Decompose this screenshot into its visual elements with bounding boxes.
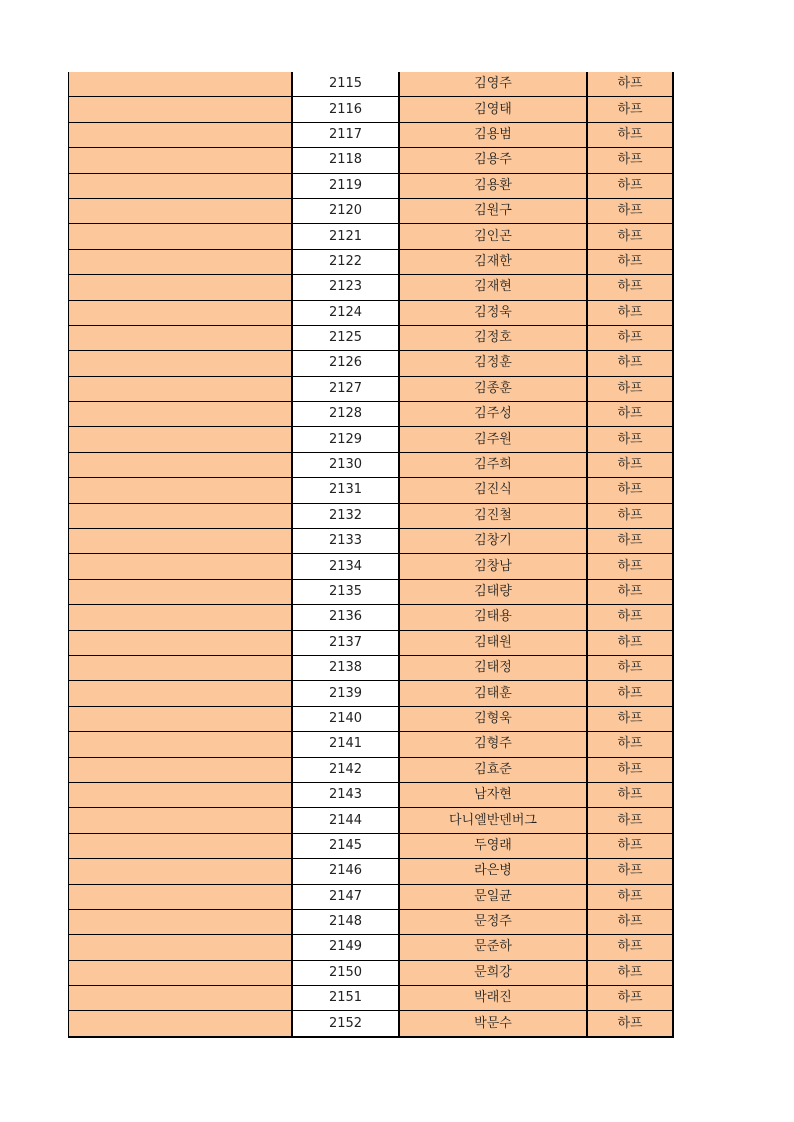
- runner-name-cell: 김재한: [399, 249, 587, 274]
- race-type-cell: 하프: [587, 97, 673, 122]
- race-type-cell: 하프: [587, 351, 673, 376]
- race-type-cell: 하프: [587, 960, 673, 985]
- table-row: [69, 960, 674, 985]
- group-cell: [69, 478, 293, 503]
- group-cell: [69, 249, 293, 274]
- group-cell: [69, 732, 293, 757]
- bib-number-cell: 2116: [292, 97, 399, 122]
- table-row: [69, 427, 674, 452]
- bib-number-cell: 2123: [292, 275, 399, 300]
- runner-name-cell: 김창기: [399, 529, 587, 554]
- bib-number-cell: 2132: [292, 503, 399, 528]
- table-row: [69, 605, 674, 630]
- race-type-cell: 하프: [587, 909, 673, 934]
- race-type-cell: 하프: [587, 198, 673, 223]
- table-row: [69, 884, 674, 909]
- group-cell: [69, 198, 293, 223]
- group-cell: [69, 909, 293, 934]
- group-cell: [69, 986, 293, 1011]
- group-cell: [69, 224, 293, 249]
- race-type-cell: 하프: [587, 427, 673, 452]
- table-row: [69, 300, 674, 325]
- group-cell: [69, 960, 293, 985]
- table-row: [69, 402, 674, 427]
- runner-name-cell: 김태원: [399, 630, 587, 655]
- table-row: [69, 732, 674, 757]
- race-type-cell: 하프: [587, 884, 673, 909]
- group-cell: [69, 884, 293, 909]
- race-type-cell: 하프: [587, 986, 673, 1011]
- table-row: [69, 198, 674, 223]
- bib-number-cell: 2118: [292, 148, 399, 173]
- bib-number-cell: 2136: [292, 605, 399, 630]
- runner-name-cell: 문일균: [399, 884, 587, 909]
- group-cell: [69, 503, 293, 528]
- race-type-cell: 하프: [587, 478, 673, 503]
- bib-number-cell: 2138: [292, 655, 399, 680]
- group-cell: [69, 351, 293, 376]
- runner-name-cell: 다니엘반덴버그: [399, 808, 587, 833]
- group-cell: [69, 935, 293, 960]
- bib-number-cell: 2135: [292, 579, 399, 604]
- table-row: [69, 986, 674, 1011]
- race-type-cell: 하프: [587, 275, 673, 300]
- race-type-cell: 하프: [587, 325, 673, 350]
- table-row: [69, 935, 674, 960]
- runner-name-cell: 김형욱: [399, 706, 587, 731]
- race-type-cell: 하프: [587, 402, 673, 427]
- race-type-cell: 하프: [587, 757, 673, 782]
- race-type-cell: 하프: [587, 655, 673, 680]
- runner-name-cell: 박문수: [399, 1011, 587, 1037]
- runner-name-cell: 김진철: [399, 503, 587, 528]
- table-row: [69, 452, 674, 477]
- group-cell: [69, 859, 293, 884]
- runner-name-cell: 김종훈: [399, 376, 587, 401]
- table-row: [69, 859, 674, 884]
- bib-number-cell: 2117: [292, 122, 399, 147]
- table-row: [69, 275, 674, 300]
- race-type-cell: 하프: [587, 148, 673, 173]
- bib-number-cell: 2131: [292, 478, 399, 503]
- race-type-cell: 하프: [587, 173, 673, 198]
- group-cell: [69, 529, 293, 554]
- table-row: [69, 173, 674, 198]
- group-cell: [69, 706, 293, 731]
- race-type-cell: 하프: [587, 376, 673, 401]
- bib-number-cell: 2149: [292, 935, 399, 960]
- race-type-cell: 하프: [587, 706, 673, 731]
- bib-number-cell: 2143: [292, 782, 399, 807]
- group-cell: [69, 325, 293, 350]
- group-cell: [69, 1011, 293, 1037]
- race-type-cell: 하프: [587, 833, 673, 858]
- race-type-cell: 하프: [587, 1011, 673, 1037]
- table-row: [69, 808, 674, 833]
- bib-number-cell: 2134: [292, 554, 399, 579]
- runner-name-cell: 김용환: [399, 173, 587, 198]
- group-cell: [69, 554, 293, 579]
- race-type-cell: 하프: [587, 808, 673, 833]
- table-row: [69, 351, 674, 376]
- bib-number-cell: 2152: [292, 1011, 399, 1037]
- bib-number-cell: 2120: [292, 198, 399, 223]
- runner-name-cell: 김용주: [399, 148, 587, 173]
- group-cell: [69, 782, 293, 807]
- table-row: [69, 97, 674, 122]
- group-cell: [69, 97, 293, 122]
- runner-name-cell: 문정주: [399, 909, 587, 934]
- race-type-cell: 하프: [587, 122, 673, 147]
- race-type-cell: 하프: [587, 630, 673, 655]
- runner-name-cell: 김원구: [399, 198, 587, 223]
- runner-name-cell: 김주성: [399, 402, 587, 427]
- table-row: [69, 478, 674, 503]
- group-cell: [69, 579, 293, 604]
- runner-name-cell: 김태량: [399, 579, 587, 604]
- group-cell: [69, 833, 293, 858]
- table-row: [69, 681, 674, 706]
- runner-name-cell: 김진식: [399, 478, 587, 503]
- table-row: [69, 529, 674, 554]
- table-row: [69, 579, 674, 604]
- group-cell: [69, 376, 293, 401]
- table-row: [69, 909, 674, 934]
- race-type-cell: 하프: [587, 859, 673, 884]
- race-type-cell: 하프: [587, 782, 673, 807]
- race-type-cell: 하프: [587, 605, 673, 630]
- table-row: [69, 554, 674, 579]
- bib-number-cell: 2128: [292, 402, 399, 427]
- bib-number-cell: 2140: [292, 706, 399, 731]
- bib-number-cell: 2127: [292, 376, 399, 401]
- table-row: [69, 122, 674, 147]
- group-cell: [69, 122, 293, 147]
- bib-number-cell: 2119: [292, 173, 399, 198]
- roster-table: [68, 72, 674, 1038]
- runner-name-cell: 김태훈: [399, 681, 587, 706]
- runner-name-cell: 김정호: [399, 325, 587, 350]
- roster-table-body: [69, 72, 674, 1037]
- bib-number-cell: 2121: [292, 224, 399, 249]
- bib-number-cell: 2125: [292, 325, 399, 350]
- bib-number-cell: 2141: [292, 732, 399, 757]
- group-cell: [69, 300, 293, 325]
- group-cell: [69, 173, 293, 198]
- runner-name-cell: 김효준: [399, 757, 587, 782]
- bib-number-cell: 2151: [292, 986, 399, 1011]
- table-row: [69, 376, 674, 401]
- table-row: [69, 782, 674, 807]
- group-cell: [69, 630, 293, 655]
- bib-number-cell: 2144: [292, 808, 399, 833]
- bib-number-cell: 2147: [292, 884, 399, 909]
- bib-number-cell: 2145: [292, 833, 399, 858]
- bib-number-cell: 2130: [292, 452, 399, 477]
- bib-number-cell: 2133: [292, 529, 399, 554]
- table-row: [69, 325, 674, 350]
- table-row: [69, 224, 674, 249]
- bib-number-cell: 2137: [292, 630, 399, 655]
- race-type-cell: 하프: [587, 452, 673, 477]
- table-row: [69, 249, 674, 274]
- table-row: [69, 706, 674, 731]
- runner-name-cell: 박래진: [399, 986, 587, 1011]
- race-type-cell: 하프: [587, 300, 673, 325]
- runner-name-cell: 김주희: [399, 452, 587, 477]
- runner-name-cell: 김태용: [399, 605, 587, 630]
- runner-name-cell: 문준하: [399, 935, 587, 960]
- group-cell: [69, 452, 293, 477]
- runner-name-cell: 김재현: [399, 275, 587, 300]
- race-type-cell: 하프: [587, 579, 673, 604]
- runner-name-cell: 라은병: [399, 859, 587, 884]
- race-type-cell: 하프: [587, 72, 673, 97]
- group-cell: [69, 808, 293, 833]
- group-cell: [69, 757, 293, 782]
- runner-name-cell: 남자현: [399, 782, 587, 807]
- race-type-cell: 하프: [587, 249, 673, 274]
- runner-name-cell: 김영태: [399, 97, 587, 122]
- bib-number-cell: 2148: [292, 909, 399, 934]
- runner-name-cell: 김용범: [399, 122, 587, 147]
- bib-number-cell: 2129: [292, 427, 399, 452]
- runner-name-cell: 김주원: [399, 427, 587, 452]
- table-row: [69, 833, 674, 858]
- runner-name-cell: 문희강: [399, 960, 587, 985]
- group-cell: [69, 275, 293, 300]
- table-row: [69, 757, 674, 782]
- runner-name-cell: 김태정: [399, 655, 587, 680]
- bib-number-cell: 2122: [292, 249, 399, 274]
- group-cell: [69, 605, 293, 630]
- race-type-cell: 하프: [587, 681, 673, 706]
- runner-name-cell: 김형주: [399, 732, 587, 757]
- bib-number-cell: 2126: [292, 351, 399, 376]
- bib-number-cell: 2139: [292, 681, 399, 706]
- bib-number-cell: 2124: [292, 300, 399, 325]
- race-type-cell: 하프: [587, 554, 673, 579]
- runner-name-cell: 김영주: [399, 72, 587, 97]
- race-type-cell: 하프: [587, 732, 673, 757]
- race-type-cell: 하프: [587, 503, 673, 528]
- race-type-cell: 하프: [587, 529, 673, 554]
- race-type-cell: 하프: [587, 935, 673, 960]
- runner-name-cell: 김정훈: [399, 351, 587, 376]
- table-row: [69, 630, 674, 655]
- table-row: [69, 655, 674, 680]
- group-cell: [69, 148, 293, 173]
- bib-number-cell: 2146: [292, 859, 399, 884]
- table-row: [69, 72, 674, 97]
- runner-name-cell: 김창남: [399, 554, 587, 579]
- group-cell: [69, 427, 293, 452]
- runner-name-cell: 김정욱: [399, 300, 587, 325]
- bib-number-cell: 2115: [292, 72, 399, 97]
- race-type-cell: 하프: [587, 224, 673, 249]
- bib-number-cell: 2150: [292, 960, 399, 985]
- runner-name-cell: 두영래: [399, 833, 587, 858]
- bib-number-cell: 2142: [292, 757, 399, 782]
- table-row: [69, 503, 674, 528]
- group-cell: [69, 72, 293, 97]
- group-cell: [69, 655, 293, 680]
- runner-name-cell: 김인곤: [399, 224, 587, 249]
- group-cell: [69, 402, 293, 427]
- table-row: [69, 148, 674, 173]
- table-row: [69, 1011, 674, 1037]
- group-cell: [69, 681, 293, 706]
